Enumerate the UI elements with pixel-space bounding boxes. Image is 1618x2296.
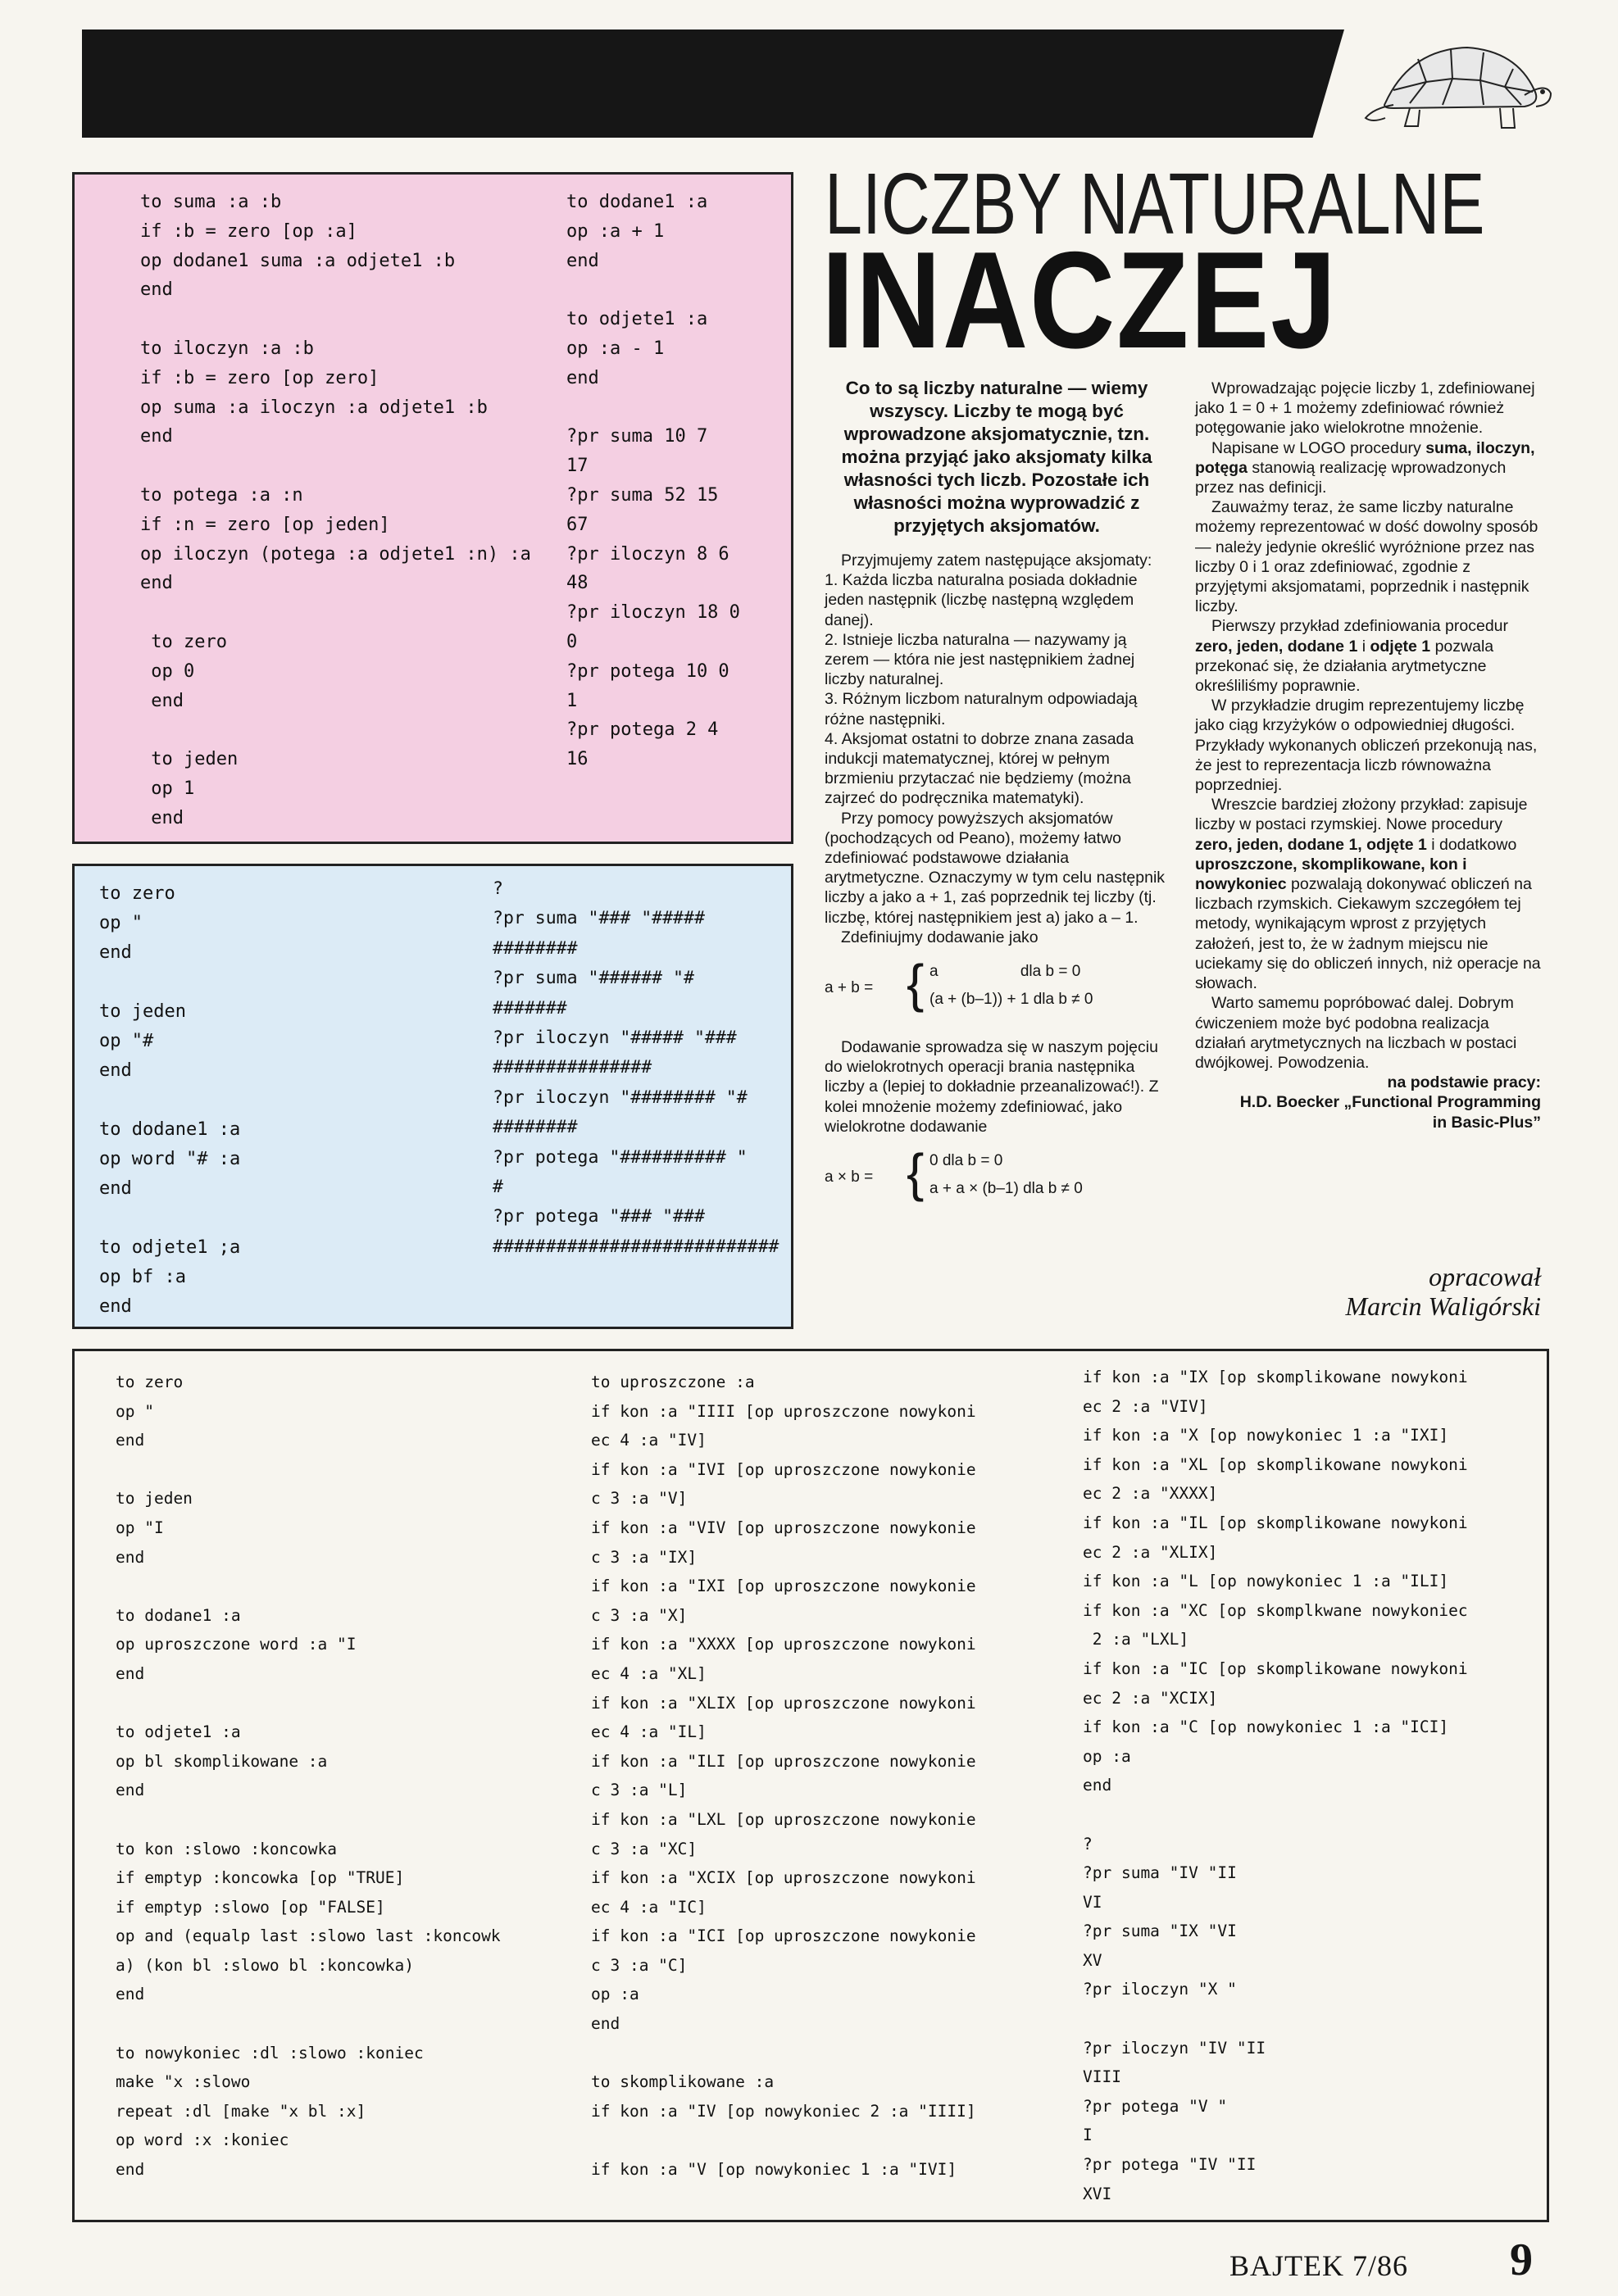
paragraph: 3. Różnym liczbom naturalnym odpowiadają różne następniki. — [825, 690, 1138, 728]
author-signature: opracował Marcin Waligórski — [1345, 1262, 1541, 1321]
code-listing-left: to zero op " end to jeden op "# end to dodane1 :a op word "# :a end to odjete1 ;a op bf :a end — [99, 883, 241, 1317]
code-listing-right: ? ?pr suma "### "##### ######## ?pr suma "###### "# ####### ?pr iloczyn "##### "### ############### ?pr iloczyn "######## "# ######## ?pr potega "########## " # ?pr potega "### "### ########################### — [493, 878, 779, 1257]
code-box-hash — [72, 864, 793, 1329]
article-lead: Co to są liczby naturalne — wiemy wszyscy. Liczby te mogą być wprowadzone aksjomatycznie, tzn. można przyjąć jako aksjomaty kilka własności tych liczb. Pozostałe ich własności można wyprowadzić z przyjętych aksjomatów. — [841, 378, 1152, 536]
source-note: na podstawie pracy: — [1387, 1073, 1541, 1092]
paragraph: Wprowadzając pojęcie liczby 1, zdefiniowanej jako 1 = 0 + 1 możemy zdefiniować również potęgowanie jako wielokrotne mnożenie. — [1195, 379, 1535, 438]
paragraph: Zdefiniujmy dodawanie jako — [841, 928, 1039, 946]
article-title-line1: LICZBY NATURALNE — [825, 156, 1485, 252]
paragraph: Napisane w LOGO procedury suma, iloczyn, potęga stanowią realizację wprowadzonych przez nas definicji. — [1195, 438, 1535, 497]
header-banner — [82, 29, 1344, 138]
paragraph: 2. Istnieje liczba naturalna — nazywamy ją zerem — która nie jest następnikiem żadnej liczby naturalnej. — [825, 630, 1135, 689]
code-listing-col1: to zero op " end to jeden op "I end to dodane1 :a op uproszczone word :a "I end to odjete1 :a op bl skomplikowane :a end to kon :slowo :koncowka if emptyp :koncowka [op "TRUE] if emptyp :slowo [op "FALSE] op and (equalp last :slowo last :koncowk a) (kon bl :slowo bl :koncowka) end to nowykoniec :dl :slowo :koniec make "x :slowo repeat :dl [make "x bl :x] op word :x :koniec end — [116, 1373, 501, 2180]
paragraph: 1. Każda liczba naturalna posiada dokładnie jeden następnik (liczbę następną względem danej). — [825, 571, 1138, 629]
formula-addition: a + b = { a dla b = 0 (a + (b–1)) + 1 dla b ≠ 0 — [825, 954, 1093, 1014]
code-box-roman — [72, 1349, 1549, 2222]
paragraph: Przyjmujemy zatem następujące aksjomaty: — [841, 551, 1152, 569]
code-box-decimal — [72, 172, 793, 844]
formula-multiplication: a × b = { 0 dla b = 0 a + a × (b–1) dla b ≠ 0 — [825, 1143, 1083, 1203]
paragraph: Zauważmy teraz, że same liczby naturalne możemy reprezentować w dość dowolny sposób — należy jedynie określić wyróżnione przez nas liczby 0 i 1 oraz zdefiniować, zgodnie z przyjętymi aksjomatami, poprzednik i następnik liczby. — [1195, 498, 1538, 616]
source-title-cont: in Basic-Plus” — [1432, 1113, 1541, 1132]
magazine-issue: BAJTEK 7/86 — [1229, 2249, 1408, 2282]
code-listing-col2: to uproszczone :a if kon :a "IIII [op uproszczone nowykoni ec 4 :a "IV] if kon :a "IVI [op uproszczone nowykonie c 3 :a "V] if kon :a "VIV [op uproszczone nowykonie c 3 :a "IX] if kon :a "IXI [op uproszczone nowykonie c 3 :a "X] if kon :a "XXXX [op uproszczone nowykoni ec 4 :a "XL] if kon :a "XLIX [op uproszczone nowykoni ec 4 :a "IL] if kon :a "ILI [op uproszczone nowykonie c 3 :a "L] if kon :a "LXL [op uproszczone nowykonie c 3 :a "XC] if kon :a "XCIX [op uproszczone nowykoni ec 4 :a "IC] if kon :a "ICI [op uproszczone nowykonie c 3 :a "C] op :a end to skomplikowane :a if kon :a "IV [op nowykoniec 2 :a "IIII] if kon :a "V [op nowykoniec 1 :a "IVI] — [591, 1373, 976, 2180]
paragraph: Warto samemu popróbować dalej. Dobrym ćwiczeniem może być podobna realizacja działań arytmetycznych na liczbach w postaci dwójkowej. Powodzenia. — [1195, 994, 1517, 1072]
article-title-line2: INACZEJ — [821, 223, 1338, 377]
paragraph: W przykładzie drugim reprezentujemy liczbę jako ciąg krzyżyków o odpowiedniej długości. Przykłady wykonanych obliczeń przekonują nas, że jest to reprezentacja liczb równoważna poprzedniej. — [1195, 697, 1538, 795]
paragraph: 4. Aksjomat ostatni to dobrze znana zasada indukcji matematycznej, której w pełnym brzmieniu przytaczać nie będziemy (można zajrzeć do podręcznika matematyki). — [825, 729, 1134, 808]
paragraph: Pierwszy przykład zdefiniowania procedur zero, jeden, dodane 1 i odjęte 1 pozwala przekonać się, że działania arytmetyczne określiliśmy poprawnie. — [1195, 617, 1508, 696]
paragraph: Dodawanie sprowadza się w naszym pojęciu do wielokrotnych operacji brania następnika liczby a (lepiej to dokładnie przeanalizować!). Z kolei mnożenie możemy zdefiniować, jako wielokrotne dodawanie — [825, 1038, 1159, 1136]
paragraph: Wreszcie bardziej złożony przykład: zapisuje liczby w postaci rzymskiej. Nowe procedury zero, jeden, dodane 1, odjęte 1 i dodatkowo uproszczone, skomplikowane, kon i nowykoniec pozwalają dokonywać obliczeń na liczbach rzymskich. Ciekawym szczegółem tej metody, wynikającym wprost z przyjętych założeń, jest to, że w żadnym miejscu nie uciekamy się do obliczeń innych, niż operacje na słowach. — [1195, 796, 1541, 993]
article-column-right — [1195, 379, 1541, 1132]
turtle-icon — [1361, 33, 1554, 139]
source-title: H.D. Boecker „Functional Programming — [1239, 1093, 1541, 1112]
article-column-left — [825, 377, 1169, 1227]
page-number: 9 — [1510, 2235, 1533, 2285]
code-listing-left: to suma :a :b if :b = zero [op :a] op dodane1 suma :a odjete1 :b end to iloczyn :a :b if :b = zero [op zero] op suma :a iloczyn :a odjete1 :b end to potega :a :n if :n = zero [op jeden] op iloczyn (potega :a odjete1 :n) :a end to zero op 0 end to jeden op 1 end — [140, 192, 531, 828]
code-listing-right: to dodane1 :a op :a + 1 end to odjete1 :a op :a - 1 end ?pr suma 10 7 17 ?pr suma 52 15 67 ?pr iloczyn 8 6 48 ?pr iloczyn 18 0 0 ?pr potega 10 0 1 ?pr potega 2 4 16 — [566, 192, 740, 770]
code-listing-col3: if kon :a "IX [op skomplikowane nowykoni ec 2 :a "VIV] if kon :a "X [op nowykoniec 1 :a "IXI] if kon :a "XL [op skomplikowane nowykoni ec 2 :a "XXXX] if kon :a "IL [op skomplikowane nowykoni ec 2 :a "XLIX] if kon :a "L [op nowykoniec 1 :a "ILI] if kon :a "XC [op skomplkwane nowykoniec 2 :a "LXL] if kon :a "IC [op skomplikowane nowykoni ec 2 :a "XCIX] if kon :a "C [op nowykoniec 1 :a "ICI] op :a end ? ?pr suma "IV "II VI ?pr suma "IX "VI XV ?pr iloczyn "X " ?pr iloczyn "IV "II VIII ?pr potega "V " I ?pr potega "IV "II XVI — [1083, 1368, 1468, 2203]
paragraph: Przy pomocy powyższych aksjomatów (pochodzących od Peano), możemy łatwo zdefiniować podstawowe działania arytmetyczne. Oznaczymy w tym celu następnik liczby a jako a + 1, zaś poprzednik tej liczby (tj. liczbę, której następnikiem jest a) jako a – 1. — [825, 809, 1166, 927]
